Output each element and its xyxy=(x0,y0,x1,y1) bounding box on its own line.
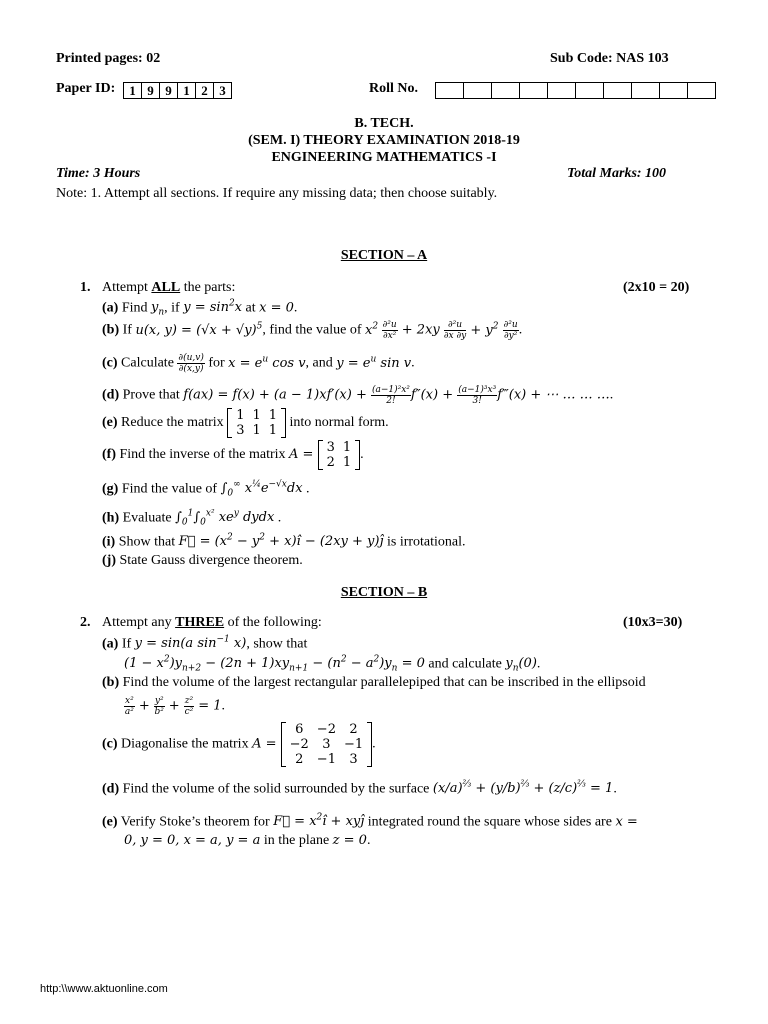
exam-time: Time: 3 Hours xyxy=(56,166,141,181)
part-2a-line2: $(1 - x^2)y_{n+2} - (2n + 1)xy_{n+1} - (n^2 - a^2)y_n = 0$ and calculate $y_n(0)$. xyxy=(124,655,541,674)
paper-id-label: Paper ID: xyxy=(56,81,116,96)
subject-title: ENGINEERING MATHEMATICS -I xyxy=(271,150,497,165)
roll-no-boxes[interactable] xyxy=(435,82,716,99)
matrix-1e: 1 1 1 3 1 1 xyxy=(227,408,286,438)
part-2b: (b) Find the volume of the largest rectangular parallelepiped that can be inscribed in the ellipsoid xyxy=(102,675,646,690)
footer-url[interactable]: http:\\www.aktuonline.com xyxy=(40,983,168,995)
part-2d: (d) Find the volume of the solid surrounded by the surface $(x/a)^{\frac{2}{3}} + (y/b)^{\frac{2}{3}} + (z/c)^{\frac{2}{3}} = 1$. xyxy=(102,780,617,797)
part-2e: (e) Verify Stoke’s theorem for F⃗ = $x^2î$ + xyĵ integrated round the square whose sides are x = xyxy=(102,813,638,830)
matrix-2c: 6 −2 2 −2 3 −1 2 −1 3 xyxy=(281,722,373,767)
paper-id-digit: 1 xyxy=(124,83,142,98)
matrix-1f: 3 1 2 1 xyxy=(318,440,361,470)
part-1e: (e) Reduce the matrix 1 1 1 3 1 1 into normal form. xyxy=(102,408,389,438)
question-1-intro: Attempt ALL the parts: xyxy=(102,280,236,295)
part-2e-line2: 0, y = 0, x = a, y = a in the plane z = 0. xyxy=(124,833,371,848)
question-1-number: 1. xyxy=(80,280,91,295)
section-a-title: SECTION – A xyxy=(340,248,428,263)
part-1i: (i) Show that F⃗ = ($x^2 - y^2$ + x)î − (2xy + y)ĵ is irrotational. xyxy=(102,533,466,550)
question-2-marks: (10x3=30) xyxy=(623,615,683,630)
roll-no-label: Roll No. xyxy=(369,81,418,96)
part-1f: (f) Find the inverse of the matrix A = 3 1 2 1 . xyxy=(102,440,364,470)
part-1a: (a) Find $y_n$, if $y = \sin^2x$ at x = 0. xyxy=(102,299,298,318)
part-1h: (h) Evaluate $\int_0^1\int_0^{x^2}$ $xe^y$ dydx . xyxy=(102,509,282,528)
paper-id-digit: 9 xyxy=(142,83,160,98)
sub-code: Sub Code: NAS 103 xyxy=(550,51,669,66)
paper-id-digit: 1 xyxy=(178,83,196,98)
part-1j: (j) State Gauss divergence theorem. xyxy=(102,553,303,568)
degree-title: B. TECH. xyxy=(354,116,414,131)
part-1b: (b) If u(x, $y) = (√x + √y)^5$, find the value of $x^2$ $\frac{\text{∂²u}}{\text{∂x²}}$ + 2xy $\frac{\text{∂²u}}{\partial x \partial y}$ + $y^2$ $\frac{\text{∂²u}}{\text{∂y²}}$ . xyxy=(102,320,523,341)
exam-note: Note: 1. Attempt all sections. If require any missing data; then choose suitably. xyxy=(56,186,498,201)
question-1-marks: (2x10 = 20) xyxy=(623,280,690,295)
part-2b-line2: $\frac{\text{x²}}{\text{a²}}$ + $\frac{\text{y²}}{\text{b²}}$ + $\frac{\text{z²}}{\text{c²}}$ = 1. xyxy=(124,696,226,717)
part-1g: (g) Find the value of $\int_0^\infty$ $x^{\frac{1}{4}}e^{-√x}dx$ . xyxy=(102,480,310,499)
part-1c: (c) Calculate $\frac{\partial(u,v)}{\partial(x,y)}$ for $x = e^u$ cos v, and $y = e^u$ sin v. xyxy=(102,353,415,374)
exam-title: (SEM. I) THEORY EXAMINATION 2018-19 xyxy=(248,133,520,148)
paper-id-digit: 9 xyxy=(160,83,178,98)
section-b-title: SECTION – B xyxy=(340,585,428,600)
question-2-number: 2. xyxy=(80,615,91,630)
part-2a: (a) If y = sin(a $\sin^{-1} x$), show that xyxy=(102,635,308,652)
part-2c: (c) Diagonalise the matrix A = 6 −2 2 −2 3 −1 2 −1 3 . xyxy=(102,722,376,767)
paper-id-boxes xyxy=(123,82,232,99)
total-marks: Total Marks: 100 xyxy=(567,166,667,181)
printed-pages: Printed pages: 02 xyxy=(56,51,161,66)
paper-id-digit: 3 xyxy=(219,83,226,98)
question-2-intro: Attempt any THREE of the following: xyxy=(102,615,322,630)
paper-id-digit: 2 xyxy=(196,83,214,98)
part-1d: (d) Prove that f(ax) = f(x) + (a − 1)xf′(x) + $\frac{\text{(a−1)²x²}}{2!}$ f″(x) + $\frac{\text{(a−1)³x³}}{3!}$ f‴(x) + ⋯ … … …. xyxy=(102,385,614,406)
